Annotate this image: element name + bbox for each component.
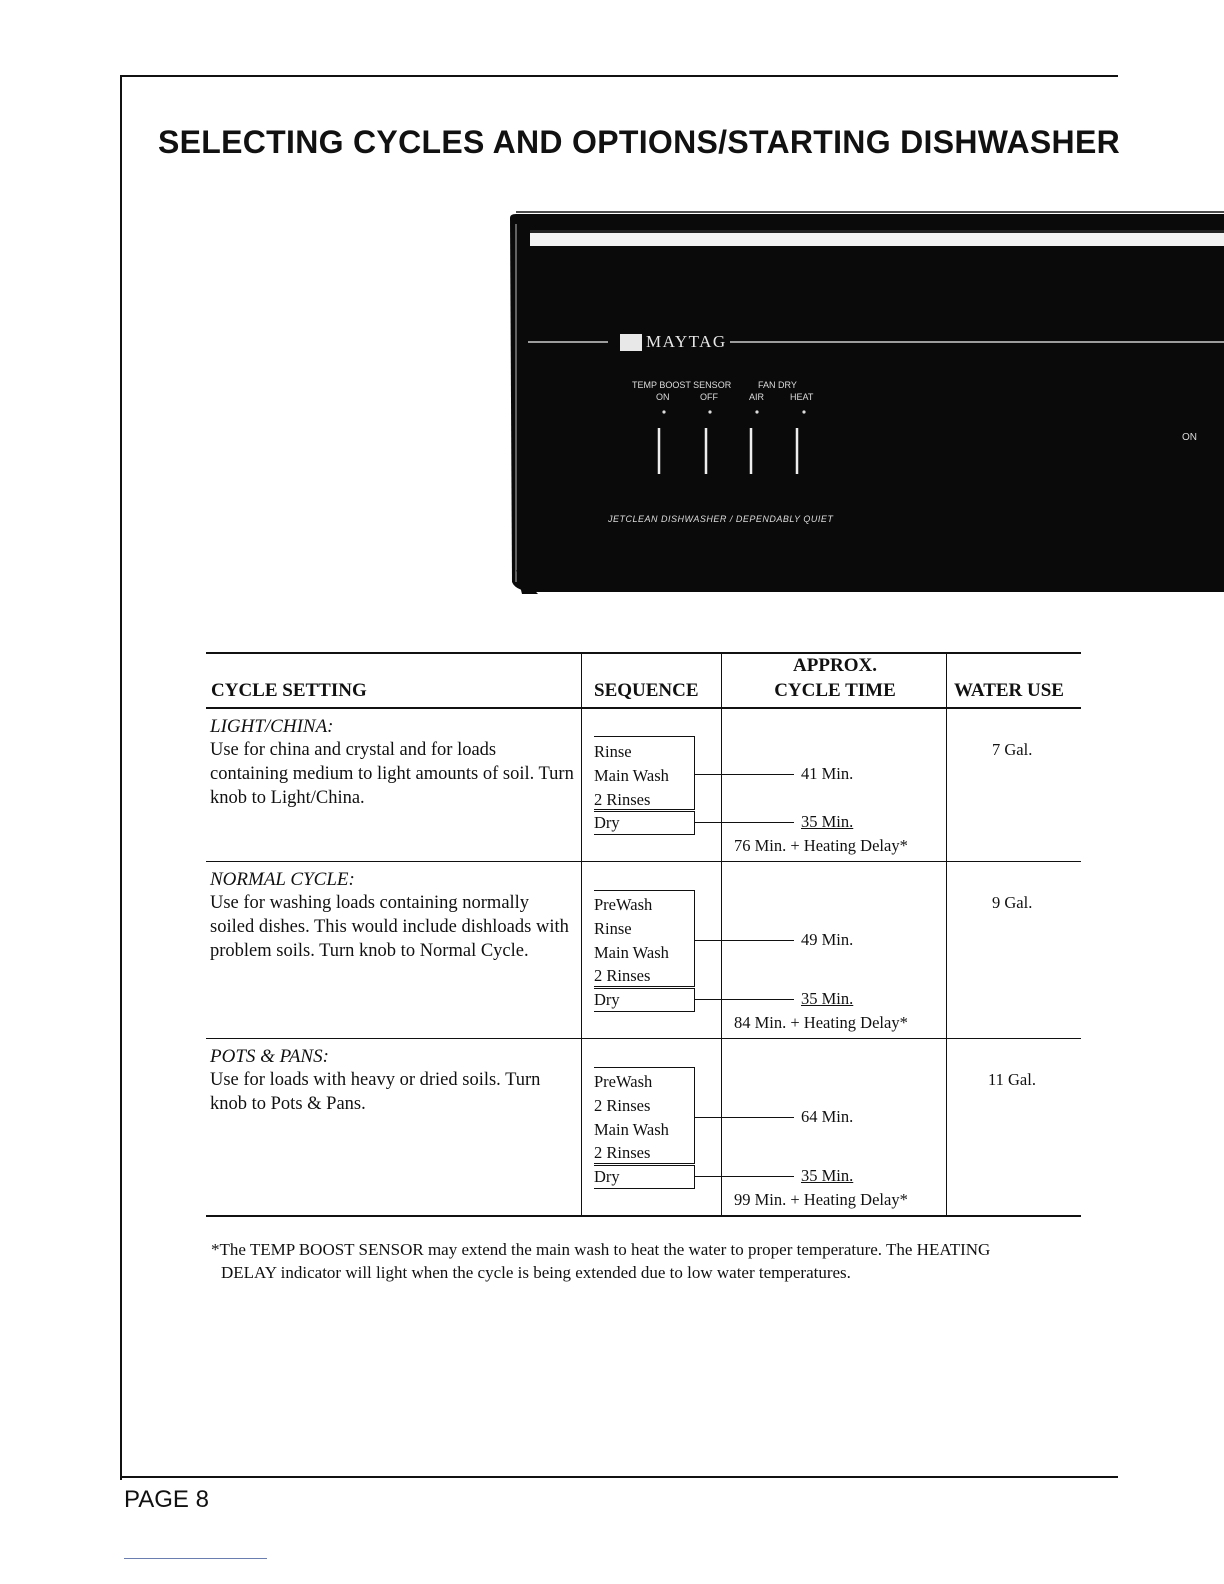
col-divider — [946, 652, 947, 1216]
sequence-step: Dry — [594, 1167, 620, 1186]
col-divider — [721, 652, 722, 1216]
maytag-logo-icon — [620, 334, 642, 351]
header-cycle-time: CYCLE TIME — [774, 680, 896, 701]
cycle-title-light-china: LIGHT/CHINA: — [210, 716, 334, 737]
sequence-bracket-dry — [594, 1165, 695, 1189]
table-top-rule — [206, 652, 1081, 654]
footnote-line-1: *The TEMP BOOST SENSOR may extend the main wash to heat the water to proper temperature. The HEATING — [211, 1240, 991, 1259]
footnote-line-2: DELAY indicator will light when the cycle is being extended due to low water temperatures. — [221, 1263, 851, 1282]
control-panel-illustration — [508, 210, 1224, 600]
sequence-bracket-wash — [594, 1067, 695, 1164]
water-use: 11 Gal. — [988, 1070, 1036, 1089]
header-sequence: SEQUENCE — [594, 680, 699, 701]
sequence-step: Dry — [594, 990, 620, 1009]
panel-label-on: ON — [656, 392, 670, 402]
panel-right-on-label: ON — [1182, 432, 1197, 443]
panel-tagline: JETCLEAN DISHWASHER / DEPENDABLY QUIET — [608, 514, 834, 524]
panel-label-fan-dry: FAN DRY — [758, 380, 797, 390]
sequence-step: 2 Rinses — [594, 966, 651, 985]
sequence-step: 2 Rinses — [594, 1143, 651, 1162]
dry-time-leader — [694, 999, 794, 1000]
sequence-step: PreWash — [594, 1072, 653, 1091]
cycle-title-normal: NORMAL CYCLE: — [210, 869, 355, 890]
wash-time: 41 Min. — [801, 764, 854, 783]
wash-time-leader — [694, 1117, 794, 1118]
water-use: 7 Gal. — [992, 740, 1033, 759]
cycle-description: Use for loads with heavy or dried soils. Turn knob to Pots & Pans. — [210, 1070, 541, 1114]
sequence-step: Rinse — [594, 742, 632, 761]
dry-time-leader — [694, 1176, 794, 1177]
sequence-step: Main Wash — [594, 1120, 669, 1139]
dry-time: 35 Min. — [801, 989, 854, 1008]
water-use: 9 Gal. — [992, 893, 1033, 912]
dry-time-leader — [694, 822, 794, 823]
sequence-step: Main Wash — [594, 943, 669, 962]
total-time: 76 Min. + Heating Delay* — [734, 836, 908, 855]
panel-label-temp-boost: TEMP BOOST SENSOR — [632, 380, 732, 390]
wash-time: 64 Min. — [801, 1107, 854, 1126]
panel-brand: MAYTAG — [646, 332, 727, 351]
frame-bottom-rule — [120, 1476, 1118, 1478]
wash-time-leader — [694, 940, 794, 941]
page-title: SELECTING CYCLES AND OPTIONS/STARTING DISHWASHER — [158, 124, 1121, 160]
header-cycle-setting: CYCLE SETTING — [211, 680, 367, 701]
dry-time: 35 Min. — [801, 812, 854, 831]
cycle-description: Use for china and crystal and for loads containing medium to light amounts of soil. Turn knob to Light/China. — [210, 740, 574, 808]
wash-time: 49 Min. — [801, 930, 854, 949]
sequence-step: 2 Rinses — [594, 790, 651, 809]
total-time: 99 Min. + Heating Delay* — [734, 1190, 908, 1209]
sequence-step: Rinse — [594, 919, 632, 938]
footnote — [211, 1238, 1081, 1284]
sequence-step: Main Wash — [594, 766, 669, 785]
panel-label-off: OFF — [700, 392, 718, 402]
row-divider — [206, 861, 1081, 862]
header-water-use: WATER USE — [954, 680, 1064, 701]
sequence-bracket-dry — [594, 811, 695, 835]
header-approx: APPROX. — [793, 655, 877, 676]
table-header-rule — [206, 707, 1081, 709]
sequence-step: 2 Rinses — [594, 1096, 651, 1115]
page-number: PAGE 8 — [124, 1486, 209, 1513]
sequence-bracket-dry — [594, 988, 695, 1012]
frame-left-rule — [120, 75, 122, 1480]
control-panel-drawing — [508, 210, 1224, 600]
panel-label-air: AIR — [749, 392, 765, 402]
frame-top-rule — [120, 75, 1118, 77]
total-time: 84 Min. + Heating Delay* — [734, 1013, 908, 1032]
row-divider — [206, 1038, 1081, 1039]
scan-artifact-line — [124, 1558, 267, 1559]
cycle-title-pots-pans: POTS & PANS: — [210, 1046, 329, 1067]
col-divider — [581, 652, 582, 1216]
sequence-step: Dry — [594, 813, 620, 832]
table-bottom-rule — [206, 1215, 1081, 1217]
wash-time-leader — [694, 774, 794, 775]
cycle-description: Use for washing loads containing normally soiled dishes. This would include dishloads with problem soils. Turn knob to Normal Cycle. — [210, 893, 569, 961]
panel-label-heat: HEAT — [790, 392, 814, 402]
sequence-bracket-wash — [594, 736, 695, 810]
sequence-bracket-wash — [594, 890, 695, 987]
sequence-step: PreWash — [594, 895, 653, 914]
dry-time: 35 Min. — [801, 1166, 854, 1185]
